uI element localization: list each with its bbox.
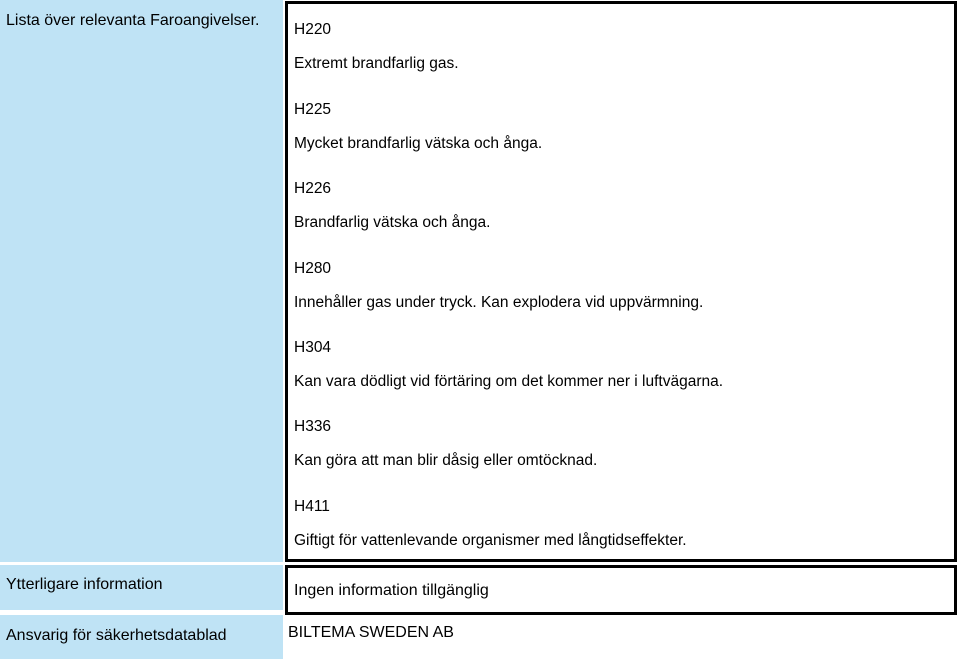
additional-info-label: Ytterligare information xyxy=(6,576,163,593)
hazard-text: Extremt brandfarlig gas. xyxy=(294,55,459,72)
hazard-code: H411 xyxy=(294,498,330,515)
responsible-label: Ansvarig för säkerhetsdatablad xyxy=(6,627,227,644)
hazard-text: Brandfarlig vätska och ånga. xyxy=(294,214,491,231)
hazard-text: Kan göra att man blir dåsig eller omtöcknad. xyxy=(294,452,598,469)
hazard-code: H220 xyxy=(294,21,332,38)
hazards-label-cell xyxy=(0,0,283,562)
hazards-value-box xyxy=(285,1,957,562)
hazard-code: H280 xyxy=(294,260,332,277)
hazard-text: Giftigt för vattenlevande organismer med långtidseffekter. xyxy=(294,532,687,549)
hazard-text: Mycket brandfarlig vätska och ånga. xyxy=(294,135,543,152)
additional-info-value-box xyxy=(285,565,957,615)
responsible-value: BILTEMA SWEDEN AB xyxy=(288,624,454,641)
responsible-label-cell xyxy=(0,615,283,659)
additional-info-value: Ingen information tillgänglig xyxy=(294,582,489,599)
hazard-text: Innehåller gas under tryck. Kan explodera vid uppvärmning. xyxy=(294,294,704,311)
hazard-code: H226 xyxy=(294,180,332,197)
hazard-code: H304 xyxy=(294,339,332,356)
additional-info-label-cell xyxy=(0,565,283,610)
hazard-code: H336 xyxy=(294,418,332,435)
hazard-code: H225 xyxy=(294,101,332,118)
hazards-label: Lista över relevanta Faroangivelser. xyxy=(6,12,260,29)
hazard-text: Kan vara dödligt vid förtäring om det kommer ner i luftvägarna. xyxy=(294,373,724,390)
